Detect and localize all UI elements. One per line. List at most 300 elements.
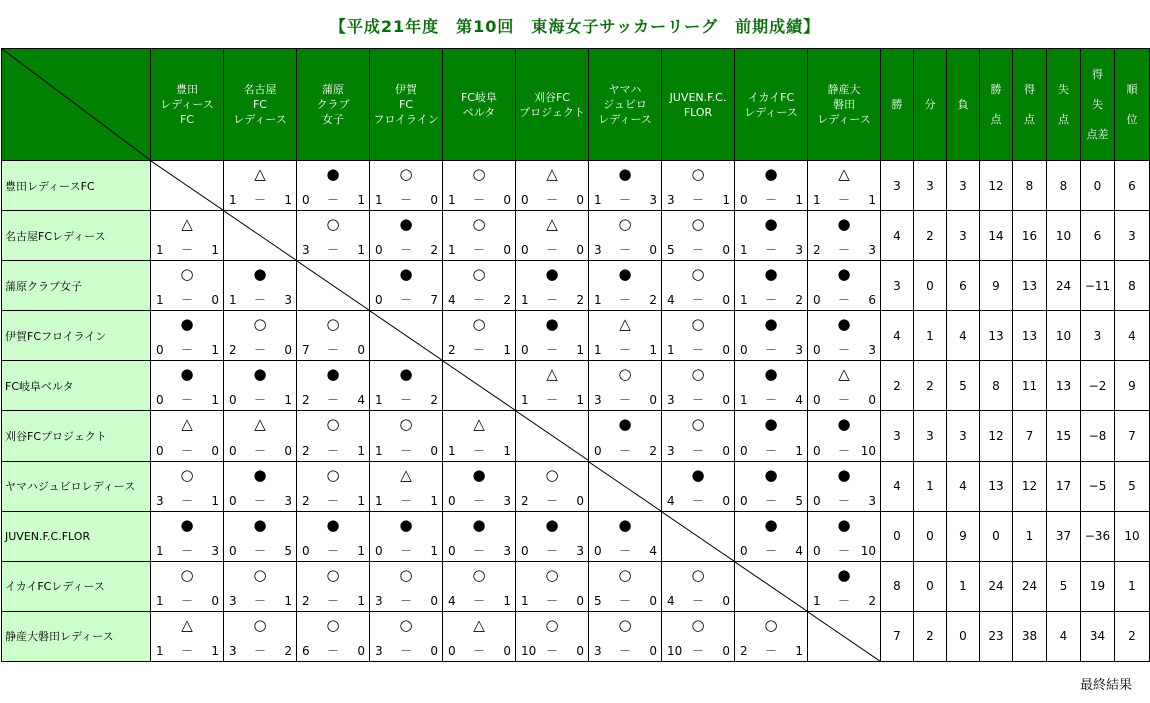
score-home: 0 [740,443,748,458]
score-home: 1 [156,543,164,558]
stat-cell: 0 [881,511,914,561]
result-symbol-icon: ● [837,315,851,334]
match-result-cell [224,311,297,361]
score-home: 0 [229,543,237,558]
score-dash: － [399,644,412,658]
score-home: 1 [740,393,748,408]
match-result-cell [297,161,370,211]
score-away: 0 [649,593,657,608]
score-home: 1 [740,293,748,308]
match-result-cell [808,461,881,511]
result-symbol-icon: ● [326,165,340,183]
team-row [2,261,1150,311]
result-symbol-icon: ○ [326,465,340,484]
result-symbol-icon: ● [180,315,194,334]
match-result-cell [297,461,370,511]
score-home: 0 [302,193,310,208]
result-symbol-icon: ○ [326,615,340,634]
diagonal-line-icon [151,161,223,210]
result-symbol-icon: ○ [180,565,194,584]
score-home: 3 [594,243,602,258]
score-home: 1 [521,593,529,608]
team-row [2,411,1150,461]
match-result-cell [662,611,735,661]
column-header-label: 伊賀 FC フロイライン [373,83,439,126]
stat-cell: 3 [881,161,914,211]
score-home: 4 [667,593,675,608]
column-header-team [224,49,297,161]
result-symbol-icon: ○ [764,615,778,634]
result-symbol-icon: ● [764,315,778,334]
score-dash: － [472,243,485,258]
match-result-cell [224,361,297,411]
score-dash: － [253,293,266,308]
stat-cell: 3 [881,411,914,461]
result-symbol-icon: ● [764,265,778,284]
score-dash: － [837,593,850,608]
stat-cell: 3 [914,411,947,461]
self-match-cell [151,161,224,211]
score-away: 4 [795,393,803,408]
score-away: 0 [649,243,657,258]
stat-cell: 9 [1115,361,1150,411]
match-result-cell [297,311,370,361]
score-home: 0 [156,443,164,458]
match-result-cell [589,411,662,461]
score-away: 0 [357,644,365,658]
score-home: 0 [740,193,748,208]
stat-cell: 0 [947,611,980,661]
stat-cell: 3 [1081,311,1115,361]
score-home: 3 [667,393,675,408]
score-home: 10 [521,644,537,658]
diagonal-line-icon [297,261,369,310]
footer-note: 最終結果 [1079,678,1132,693]
score-home: 4 [448,593,456,608]
match-result-cell [516,511,589,561]
score-home: 0 [521,543,529,558]
score-dash: － [691,193,704,208]
match-result-cell [662,311,735,361]
score-away: 3 [284,493,292,508]
score-home: 0 [813,293,821,308]
score-away: 1 [795,443,803,458]
stat-cell: 5 [1115,461,1150,511]
result-symbol-icon: ● [618,265,632,284]
match-result-cell [443,211,516,261]
score-home: 1 [375,443,383,458]
match-result-cell [808,161,881,211]
score-away: 2 [649,293,657,308]
score-away: 2 [868,593,876,608]
team-row [2,611,1150,661]
score-away: 1 [357,243,365,258]
score-away: 0 [722,493,730,508]
stat-cell: 1 [1013,511,1047,561]
score-dash: － [180,243,193,258]
stat-cell: 13 [980,461,1013,511]
score-away: 4 [357,393,365,408]
score-away: 0 [722,593,730,608]
score-away: 2 [503,293,511,308]
match-result-cell [589,361,662,411]
score-home: 1 [448,443,456,458]
score-dash: － [399,393,412,408]
score-home: 3 [375,644,383,658]
score-away: 1 [576,343,584,358]
score-dash: － [545,593,558,608]
stat-cell: 5 [1047,561,1081,611]
stat-cell: 2 [914,611,947,661]
score-home: 0 [740,343,748,358]
score-dash: － [691,443,704,458]
match-result-cell [443,461,516,511]
score-away: 1 [284,193,292,208]
score-away: 1 [649,343,657,358]
score-away: 0 [722,343,730,358]
score-dash: － [837,393,850,408]
column-header-label: 豊田 レディース FC [160,83,214,126]
score-home: 0 [229,393,237,408]
score-home: 4 [667,493,675,508]
match-result-cell [151,611,224,661]
score-away: 1 [284,393,292,408]
score-home: 1 [740,243,748,258]
score-dash: － [326,493,339,508]
result-symbol-icon: ○ [691,315,705,334]
match-result-cell [516,461,589,511]
score-dash: － [472,593,485,608]
match-result-cell [151,511,224,561]
team-row [2,511,1150,561]
column-header-stat [1115,49,1150,161]
result-symbol-icon: ○ [180,265,194,284]
score-dash: － [180,343,193,358]
match-result-cell [735,511,808,561]
result-symbol-icon: ● [618,165,632,183]
score-home: 0 [156,343,164,358]
score-away: 0 [284,343,292,358]
column-header-team [151,49,224,161]
result-symbol-icon: △ [546,365,558,384]
score-away: 0 [284,443,292,458]
match-result-cell [297,561,370,611]
score-dash: － [545,543,558,558]
score-home: 6 [302,644,310,658]
score-dash: － [764,443,777,458]
match-result-cell [589,261,662,311]
score-home: 1 [521,393,529,408]
stat-cell: 17 [1047,461,1081,511]
score-home: 1 [448,243,456,258]
row-team-name: 豊田レディースFC [2,161,151,211]
score-home: 2 [521,493,529,508]
stat-cell: 0 [914,561,947,611]
score-home: 0 [375,293,383,308]
score-dash: － [326,343,339,358]
score-home: 0 [448,543,456,558]
score-away: 0 [503,243,511,258]
score-dash: － [180,593,193,608]
score-home: 0 [594,443,602,458]
score-dash: － [618,343,631,358]
score-dash: － [764,644,777,658]
diagonal-line-icon [224,211,296,260]
stat-cell: 14 [980,211,1013,261]
column-header-label: 名古屋 FC レディース [233,83,287,126]
result-symbol-icon: ● [837,415,851,434]
match-result-cell [735,361,808,411]
result-symbol-icon: ○ [253,565,267,584]
stat-header-label: 順 位 [1126,82,1138,126]
score-dash: － [764,493,777,508]
score-home: 5 [667,243,675,258]
score-away: 1 [576,393,584,408]
score-dash: － [326,593,339,608]
result-symbol-icon: △ [838,365,850,384]
score-home: 3 [375,593,383,608]
score-dash: － [837,243,850,258]
score-dash: － [764,193,777,208]
stat-header-label: 勝 [891,97,903,111]
diagonal-line-icon [808,612,880,661]
match-result-cell [151,561,224,611]
result-symbol-icon: ● [253,365,267,384]
score-away: 0 [430,193,438,208]
score-dash: － [399,593,412,608]
score-away: 1 [430,493,438,508]
stat-cell: 12 [1013,461,1047,511]
stat-cell: −11 [1081,261,1115,311]
score-away: 0 [576,243,584,258]
stat-cell: 4 [881,461,914,511]
score-away: 1 [211,493,219,508]
stat-cell: 3 [947,211,980,261]
result-symbol-icon: ○ [326,415,340,434]
score-away: 1 [357,493,365,508]
self-match-cell [516,411,589,461]
score-dash: － [180,443,193,458]
result-symbol-icon: ○ [399,165,413,183]
stat-cell: 16 [1013,211,1047,261]
self-match-cell [662,511,735,561]
score-home: 2 [229,343,237,358]
result-symbol-icon: ● [399,215,413,234]
score-home: 1 [156,593,164,608]
score-dash: － [618,393,631,408]
team-row [2,561,1150,611]
result-symbol-icon: △ [619,315,631,334]
score-home: 10 [667,644,683,658]
score-home: 0 [813,443,821,458]
column-header-stat [1047,49,1081,161]
result-symbol-icon: ○ [691,265,705,284]
score-dash: － [472,644,485,658]
diagonal-line-icon [735,562,807,611]
row-team-name: 伊賀FCフロイライン [2,311,151,361]
match-result-cell [297,611,370,661]
match-result-cell [370,211,443,261]
score-away: 1 [503,443,511,458]
score-dash: － [618,543,631,558]
score-away: 0 [722,644,730,658]
score-away: 1 [503,593,511,608]
score-home: 3 [594,644,602,658]
result-symbol-icon: ○ [253,615,267,634]
score-dash: － [691,493,704,508]
result-symbol-icon: ○ [691,365,705,384]
score-home: 1 [375,193,383,208]
stat-cell: 4 [947,311,980,361]
stat-cell: 0 [1081,161,1115,211]
score-away: 1 [868,193,876,208]
stat-cell: 4 [1115,311,1150,361]
score-dash: － [545,493,558,508]
score-home: 1 [667,343,675,358]
result-symbol-icon: ○ [472,165,486,183]
stat-cell: 8 [1047,161,1081,211]
score-dash: － [545,243,558,258]
stat-cell: 4 [1047,611,1081,661]
score-home: 0 [302,543,310,558]
match-result-cell [224,511,297,561]
match-result-cell [662,211,735,261]
result-symbol-icon: △ [546,215,558,234]
header-row [2,49,1150,161]
result-symbol-icon: ● [764,465,778,484]
score-away: 2 [649,443,657,458]
score-away: 3 [503,493,511,508]
score-away: 5 [284,543,292,558]
score-home: 3 [229,593,237,608]
score-away: 0 [576,493,584,508]
result-symbol-icon: ○ [326,215,340,234]
column-header-stat [947,49,980,161]
score-dash: － [764,343,777,358]
stat-cell: −36 [1081,511,1115,561]
score-dash: － [764,393,777,408]
stat-header-label: 分 [924,97,936,111]
score-home: 1 [156,243,164,258]
team-row [2,311,1150,361]
match-result-cell [589,211,662,261]
stat-cell: 24 [980,561,1013,611]
score-away: 2 [576,293,584,308]
score-dash: － [253,593,266,608]
score-home: 2 [302,593,310,608]
score-dash: － [472,193,485,208]
column-header-stat [914,49,947,161]
score-dash: － [472,543,485,558]
stat-cell: 2 [914,211,947,261]
result-symbol-icon: ● [253,515,267,534]
score-dash: － [326,443,339,458]
page-title: 【平成21年度 第10回 東海女子サッカーリーグ 前期成績】 [329,17,821,36]
score-away: 0 [430,443,438,458]
score-away: 2 [284,644,292,658]
result-symbol-icon: ● [253,465,267,484]
score-away: 0 [211,443,219,458]
result-symbol-icon: ○ [691,165,705,183]
score-dash: － [837,343,850,358]
stat-cell: −2 [1081,361,1115,411]
stat-cell: 9 [980,261,1013,311]
match-result-cell [224,411,297,461]
result-symbol-icon: ● [326,515,340,534]
stat-cell: 4 [947,461,980,511]
result-symbol-icon: ● [618,415,632,434]
stat-cell: 15 [1047,411,1081,461]
score-dash: － [691,243,704,258]
score-dash: － [180,393,193,408]
stat-cell: 1 [1115,561,1150,611]
stat-cell: −8 [1081,411,1115,461]
result-symbol-icon: ○ [545,565,559,584]
score-dash: － [326,393,339,408]
score-dash: － [180,493,193,508]
league-table [1,48,1149,662]
stat-cell: 7 [1013,411,1047,461]
result-symbol-icon: ○ [618,615,632,634]
match-result-cell [297,511,370,561]
row-team-name: FC岐阜ベルタ [2,361,151,411]
score-away: 1 [430,543,438,558]
stat-header-label: 失 点 [1058,82,1069,126]
match-result-cell [808,561,881,611]
score-dash: － [837,193,850,208]
result-symbol-icon: ○ [691,415,705,434]
score-dash: － [472,343,485,358]
score-dash: － [691,343,704,358]
column-header-label: FC岐阜 ベルタ [460,90,497,119]
score-dash: － [180,293,193,308]
match-result-cell [735,311,808,361]
column-header-stat [980,49,1013,161]
result-symbol-icon: ○ [326,315,340,334]
score-home: 0 [813,343,821,358]
score-home: 1 [375,493,383,508]
stat-cell: 5 [947,361,980,411]
stat-cell: 8 [980,361,1013,411]
match-result-cell [151,461,224,511]
match-result-cell [224,611,297,661]
score-home: 0 [375,543,383,558]
match-result-cell [735,611,808,661]
score-dash: － [253,343,266,358]
stat-cell: 24 [1047,261,1081,311]
score-home: 3 [594,393,602,408]
result-symbol-icon: △ [181,615,193,634]
stat-cell: 12 [980,411,1013,461]
score-away: 3 [649,193,657,208]
match-result-cell [151,361,224,411]
score-away: 3 [868,493,876,508]
stat-cell: 3 [914,161,947,211]
stat-cell: 23 [980,611,1013,661]
score-dash: － [837,543,850,558]
column-header-team [297,49,370,161]
score-home: 0 [521,243,529,258]
stat-cell: 2 [1115,611,1150,661]
stat-cell: 2 [881,361,914,411]
match-result-cell [589,511,662,561]
match-result-cell [735,461,808,511]
result-symbol-icon: △ [254,165,266,183]
score-away: 1 [357,443,365,458]
score-away: 1 [357,193,365,208]
match-result-cell [516,311,589,361]
result-symbol-icon: ● [837,215,851,234]
